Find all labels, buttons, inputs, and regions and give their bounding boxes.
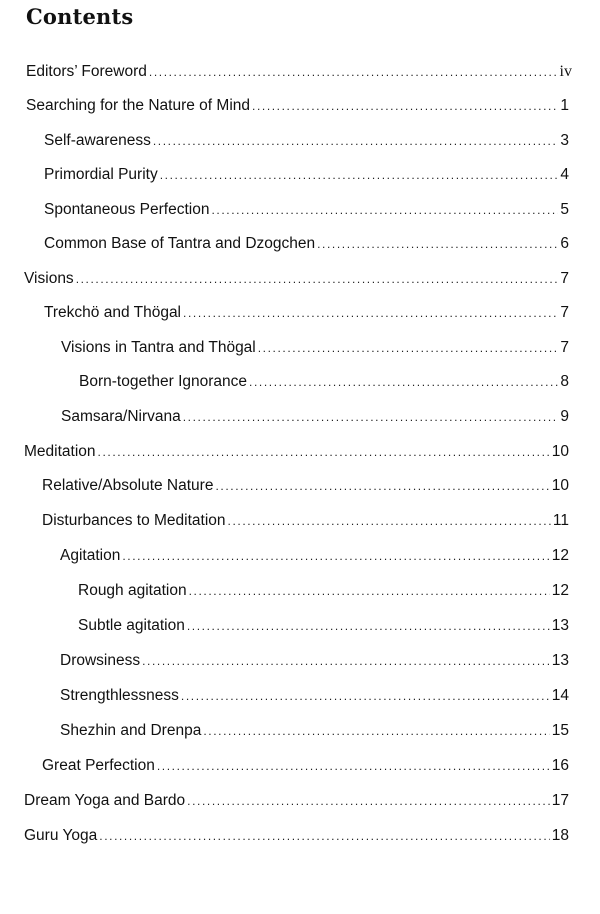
toc-entry-strengthlessness[interactable] [60, 684, 569, 708]
toc-entry-disturbances-to-meditation[interactable] [42, 509, 569, 533]
toc-entry-guru-yoga[interactable] [24, 824, 569, 848]
toc-entry-title: Self-awareness [44, 132, 151, 149]
toc-entry-rough-agitation[interactable] [78, 579, 569, 603]
toc-entry-page-number: 6 [560, 235, 569, 252]
toc-entry-page-number: 10 [551, 443, 569, 460]
toc-entry-relative-absolute-nature[interactable] [42, 474, 569, 498]
toc-entry-title: Rough agitation [78, 582, 187, 599]
toc-entry-visions[interactable] [24, 267, 569, 291]
toc-entry-common-base-of-tantra-and-dzogchen[interactable] [44, 232, 569, 256]
toc-entry-dream-yoga-and-bardo[interactable] [24, 789, 569, 813]
dot-leader [181, 684, 550, 708]
toc-entry-title: Drowsiness [60, 652, 141, 669]
toc-entry-samsara-nirvana[interactable] [61, 405, 569, 429]
toc-entry-page-number: 12 [551, 582, 569, 599]
dot-leader [249, 370, 558, 394]
dot-leader [252, 94, 558, 118]
toc-entry-page-number: 14 [551, 687, 569, 704]
dot-leader [157, 754, 550, 778]
toc-entry-title: Spontaneous Perfection [44, 201, 210, 218]
dot-leader [142, 649, 550, 673]
toc-entry-drowsiness[interactable] [60, 649, 569, 673]
toc-entry-spontaneous-perfection[interactable] [44, 198, 569, 222]
toc-entry-page-number: 13 [551, 617, 569, 634]
toc-entry-page-number: 13 [551, 652, 569, 669]
toc-entry-title: Searching for the Nature of Mind [26, 97, 251, 114]
toc-entry-title: Dream Yoga and Bardo [24, 792, 186, 809]
dot-leader [211, 198, 558, 222]
toc-entry-title: Strengthlessness [60, 687, 179, 704]
toc-entry-title: Common Base of Tantra and Dzogchen [44, 235, 316, 252]
toc-entry-meditation[interactable] [24, 440, 569, 464]
toc-entry-page-number: 7 [560, 339, 569, 356]
toc-entry-page-number: 3 [560, 132, 569, 149]
toc-entry-page-number: 1 [560, 97, 569, 114]
toc-entry-title: Shezhin and Drenpa [60, 722, 202, 739]
toc-entry-page-number: 7 [560, 304, 569, 321]
dot-leader [203, 719, 549, 743]
toc-entry-trekcho-and-thogal[interactable] [44, 301, 569, 325]
dot-leader [228, 509, 551, 533]
toc-entry-page-number: 18 [551, 827, 569, 844]
toc-entry-page-number: 9 [560, 408, 569, 425]
toc-entry-title: Visions in Tantra and Thögal [61, 339, 256, 356]
toc-entry-page-number: 10 [551, 477, 569, 494]
toc-entry-page-number: 7 [560, 270, 569, 287]
dot-leader [317, 232, 558, 256]
toc-entry-title: Disturbances to Meditation [42, 512, 226, 529]
toc-entry-subtle-agitation[interactable] [78, 614, 569, 638]
dot-leader [215, 474, 549, 498]
dot-leader [187, 789, 550, 813]
toc-entry-great-perfection[interactable] [42, 754, 569, 778]
toc-entry-title: Trekchö and Thögal [44, 304, 182, 321]
toc-entry-page-number: 12 [551, 547, 569, 564]
toc-entry-title: Subtle agitation [78, 617, 185, 634]
toc-entry-page-number: 5 [560, 201, 569, 218]
toc-entry-searching-for-the-nature-of-mind[interactable] [26, 94, 569, 118]
dot-leader [183, 405, 559, 429]
toc-entry-title: Guru Yoga [24, 827, 98, 844]
dot-leader [99, 824, 549, 848]
toc-entry-title: Primordial Purity [44, 166, 158, 183]
dot-leader [76, 267, 559, 291]
toc-entry-page-number: 17 [551, 792, 569, 809]
toc-entry-title: Meditation [24, 443, 96, 460]
toc-entry-page-number: 15 [551, 722, 569, 739]
dot-leader [153, 129, 559, 153]
toc-entry-agitation[interactable] [60, 544, 569, 568]
toc-entry-title: Visions [24, 270, 74, 287]
toc-entry-page-number: iv [559, 63, 572, 80]
toc-entry-title: Great Perfection [42, 757, 155, 774]
toc-entry-title: Editors’ Foreword [26, 63, 147, 80]
toc-entry-born-together-ignorance[interactable] [79, 370, 569, 394]
dot-leader [187, 614, 550, 638]
dot-leader [183, 301, 558, 325]
dot-leader [160, 163, 559, 187]
toc-entry-primordial-purity[interactable] [44, 163, 569, 187]
toc-entry-title: Agitation [60, 547, 121, 564]
toc-entry-page-number: 11 [552, 512, 569, 529]
toc-entry-page-number: 4 [560, 166, 569, 183]
toc-entry-shezhin-and-drenpa[interactable] [60, 719, 569, 743]
toc-entry-page-number: 8 [560, 373, 569, 390]
toc-entry-page-number: 16 [551, 757, 569, 774]
toc-entry-title: Born-together Ignorance [79, 373, 248, 390]
dot-leader [258, 336, 559, 360]
toc-entry-visions-in-tantra-and-thogal[interactable] [61, 336, 569, 360]
toc-entry-self-awareness[interactable] [44, 129, 569, 153]
contents-heading: Contents [26, 4, 134, 29]
dot-leader [189, 579, 550, 603]
toc-entry-title: Relative/Absolute Nature [42, 477, 214, 494]
dot-leader [98, 440, 550, 464]
toc-entry-title: Samsara/Nirvana [61, 408, 181, 425]
dot-leader [122, 544, 549, 568]
dot-leader [149, 60, 558, 84]
toc-entry-editors-foreword[interactable] [26, 60, 572, 84]
